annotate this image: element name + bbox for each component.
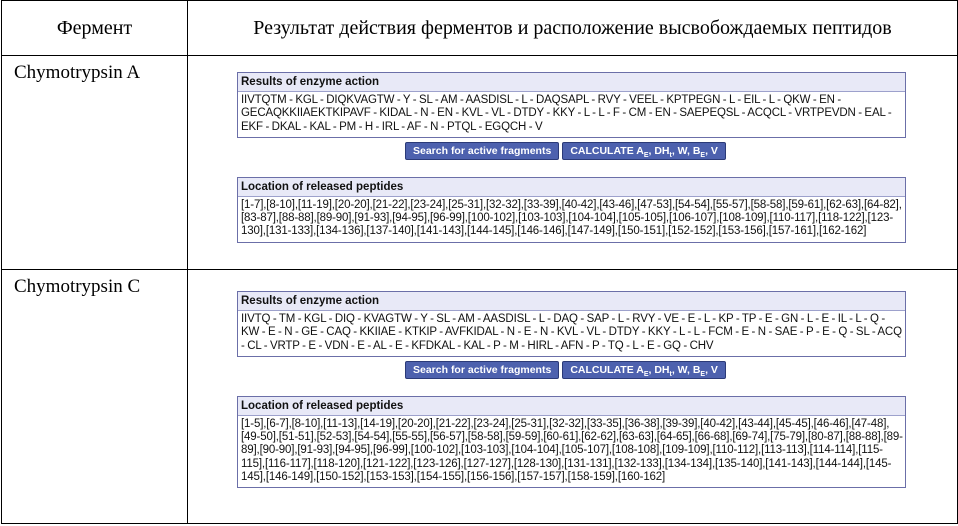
enzyme-action-text: IIVTQTM - KGL - DIQKVAGTW - Y - SL - AM - AASDISL - L - DAQSAPL - RVY - VEEL - KPTPEGN - L - EIL - L - QKW - EN - GECAQKKIIAEKTKIPAVF - KIDAL - N - EN - KVL - VL - DTDY - KKY - L - L - F - CM - EN - SAEPEQSL - ACQCL - VRTPEVDN - EAL - EKF - DKAL - KAL - PM - H - IRL - AF - N - PTQL - EGQCH - V [238, 92, 905, 137]
table-row [2, 270, 958, 524]
enzyme-action-panel [237, 291, 906, 357]
enzyme-action-title: Results of enzyme action [238, 292, 905, 311]
released-peptides-text: [1-7],[8-10],[11-19],[20-20],[21-22],[23-24],[25-31],[32-32],[33-39],[40-42],[43-46],[47-53],[54-54],[55-57],[58-58],[59-61],[62-63],[64-82],[83-87],[88-88],[89-90],[91-93],[94-95],[96-99],[100-102],[103-103],[104-104],[105-105],[106-107],[108-109],[110-117],[118-122],[123-130],[131-133],[134-136],[137-140],[141-143],[144-145],[146-146],[147-149],[150-151],[152-152],[153-156],[157-161],[162-162] [238, 197, 905, 242]
search-active-fragments-button[interactable]: Search for active fragments [405, 361, 559, 379]
action-buttons [405, 361, 957, 379]
released-peptides-panel [237, 177, 906, 243]
released-peptides-text: [1-5],[6-7],[8-10],[11-13],[14-19],[20-20],[21-22],[23-24],[25-31],[32-32],[33-35],[36-38],[39-39],[40-42],[43-44],[45-45],[46-46],[47-48],[49-50],[51-51],[52-53],[54-54],[55-55],[56-57],[58-58],[59-59],[60-61],[62-62],[63-63],[64-65],[66-68],[69-74],[75-79],[80-87],[88-88],[89-89],[90-90],[91-93],[94-95],[96-99],[100-102],[103-103],[104-104],[105-107],[108-108],[109-109],[110-112],[113-113],[114-114],[115-115],[116-117],[118-120],[121-122],[123-126],[127-127],[128-130],[131-131],[132-133],[134-134],[135-140],[141-143],[144-144],[145-145],[146-149],[150-152],[153-153],[154-155],[156-156],[157-157],[158-159],[160-162] [238, 416, 905, 487]
search-active-fragments-button[interactable]: Search for active fragments [405, 142, 559, 160]
enzyme-action-title: Results of enzyme action [238, 73, 905, 92]
enzyme-action-text: IIVTQ - TM - KGL - DIQ - KVAGTW - Y - SL - AM - AASDISL - L - DAQ - SAP - L - RVY - VE - E - L - KP - TP - E - GN - L - E - IL - L - Q - KW - E - N - GE - CAQ - KKIIAE - KTKIP - AVFKIDAL - N - E - N - KVL - VL - DTDY - KKY - L - L - FCM - E - N - SAE - P - E - Q - SL - ACQ - CL - VRTP - E - VDN - E - AL - E - KFDKAL - KAL - P - M - HIRL - AFN - P - TQ - L - E - GQ - CHV [238, 311, 905, 356]
released-peptides-title: Location of released peptides [238, 397, 905, 416]
released-peptides-title: Location of released peptides [238, 178, 905, 197]
calculate-button[interactable]: CALCULATE $A_E$, $DH_t$, W, $B_E$, V [562, 361, 726, 379]
action-buttons [405, 142, 957, 160]
table-row [2, 56, 958, 270]
result-cell [188, 270, 958, 524]
result-column-header: Результат действия ферментов и расположение высвобождаемых пептидов [188, 1, 958, 56]
calculate-button[interactable]: CALCULATE $A_E$, $DH_t$, W, $B_E$, V [562, 142, 726, 160]
result-cell [188, 56, 958, 270]
enzyme-name: Chymotrypsin A [2, 56, 188, 270]
enzyme-name: Chymotrypsin C [2, 270, 188, 524]
enzyme-results-table [1, 0, 958, 524]
released-peptides-panel [237, 396, 906, 488]
enzyme-column-header: Фермент [2, 1, 188, 56]
enzyme-action-panel [237, 72, 906, 138]
